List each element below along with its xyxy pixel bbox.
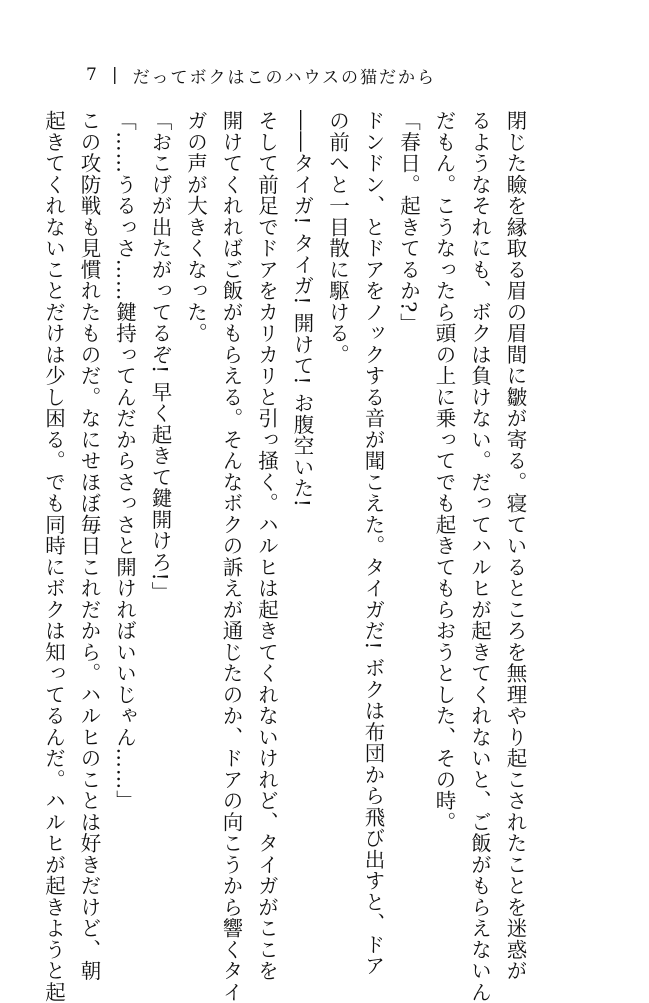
book-title: だってボクはこのハウスの猫だから: [132, 67, 437, 88]
running-head: [86, 60, 436, 90]
text-line-9: 開けてくれればご飯がもらえる。そんなボクの訴えが通じたのか、ドアの向こうから響くタイ: [219, 110, 243, 1003]
text-line-5: ドンドン、とドアをノックする音が聞こえた。タイガだ! ボクは布団から飛び出すと、ドア: [361, 110, 385, 977]
body-text: [41, 110, 532, 1003]
text-line-10: ガの声が大きくなった。: [183, 110, 208, 344]
text-line-4: 「春日。起きてるか?」: [396, 110, 421, 335]
text-line-1: 閉じた瞼を縁取る眉の眉間に皺が寄る。寝ているところを無理やり起こされたことを迷惑が: [503, 110, 527, 982]
text-line-2: るようなそれにも、ボクは負けない。だってハルヒが起きてくれないと、ご飯がもらえないん: [467, 110, 492, 1003]
text-line-13: この攻防戦も見慣れたものだ。なにせほぼ毎日これだから。ハルヒのことは好きだけど、朝: [77, 110, 101, 982]
page-number: 7: [86, 65, 98, 85]
text-line-12: 「……うるっさ……鍵持ってんだからさっさと開ければいいじゃん……」: [112, 110, 137, 812]
header-separator: |: [111, 65, 119, 85]
text-line-8: そして前足でドアをカリカリと引っ掻く。ハルヒは起きてくれないけれど、タイガがここを: [254, 110, 279, 982]
text-line-14: 起きてくれないことだけは少し困る。でも同時にボクは知ってるんだ。ハルヒが起きようと起: [41, 110, 66, 1003]
text-line-7: ――タイガ! タイガ! 開けて! お腹空いた!: [290, 110, 314, 508]
text-line-3: だもん。こうなったら頭の上に乗ってでも起きてもらおうとした、その時。: [432, 110, 456, 833]
text-line-11: 「おこげが出たがってるぞ! 早く起きて鍵開けろ!」: [148, 110, 172, 603]
text-line-6: の前へと一目散に駆ける。: [325, 110, 350, 365]
